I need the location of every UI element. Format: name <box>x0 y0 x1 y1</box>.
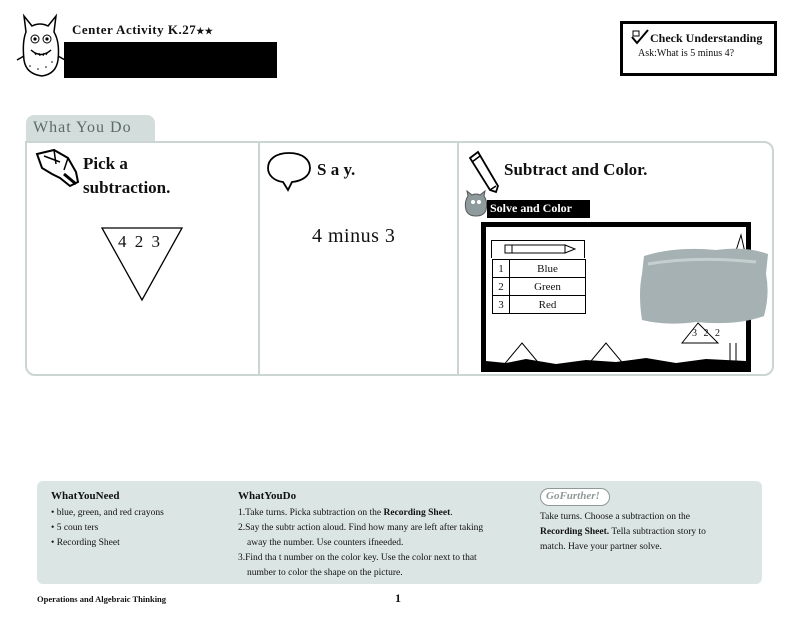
solve-and-color-bar: Solve and Color <box>487 200 590 218</box>
gray-smudge <box>636 244 770 328</box>
go-further-badge: GoFurther! <box>540 488 610 506</box>
color-key-row: 1 Blue <box>493 260 586 278</box>
color-key-row: 3 Red <box>493 296 586 314</box>
list-item: • blue, green, and red crayons <box>51 508 164 518</box>
list-item: 1.Take turns. Picka subtraction on the Recording Sheet. <box>238 508 453 518</box>
pointing-hand-icon <box>34 148 80 188</box>
color-key-row: 2 Green <box>493 278 586 296</box>
speech-bubble-icon <box>266 150 312 192</box>
list-item: 3.Find tha t number on the color key. Use the color next to that <box>238 553 477 563</box>
small-monster-icon <box>463 190 489 218</box>
pencil-icon <box>466 150 500 194</box>
list-item: 2.Say the subtr action aloud. Find how many are left after taking <box>238 523 484 533</box>
step-pick-title: Pick a subtraction. <box>83 154 171 197</box>
list-item: number to color the shape on the picture. <box>247 568 403 578</box>
list-item: • 5 coun ters <box>51 523 99 533</box>
panel-divider <box>258 143 260 374</box>
checkmark-pencil-icon <box>630 28 650 46</box>
step-say-title: S a y. <box>317 160 356 179</box>
what-you-do-list <box>238 506 528 581</box>
what-you-do-heading: WhatYouDo <box>238 490 297 502</box>
activity-title: Center Activity K.27★★ <box>72 22 214 37</box>
triangle-numbers: 4 2 3 <box>118 232 162 251</box>
what-you-need-list <box>51 506 164 551</box>
color-key-table <box>492 259 586 314</box>
list-item: away the number. Use counters ifneeded. <box>247 538 404 548</box>
what-you-do-tab: What You Do <box>26 115 155 141</box>
say-equation: 4 minus 3 <box>312 225 396 247</box>
step-subtract-title: Subtract and Color. <box>504 160 648 179</box>
go-further-text: Take turns. Choose a subtraction on the Recording Sheet. Tella subtraction story to match. Have your partner solve. <box>540 512 706 552</box>
color-key-header <box>491 240 585 258</box>
footer-domain: Operations and Algebraic Thinking <box>37 594 167 604</box>
panel-divider <box>457 143 459 374</box>
page-number: 1 <box>395 591 401 605</box>
monster-mascot-icon <box>16 12 68 80</box>
what-you-need-heading: WhatYouNeed <box>51 490 120 502</box>
title-bar <box>64 42 277 78</box>
check-understanding-title: Check Understanding <box>650 31 763 45</box>
check-understanding-question: Ask:What is 5 minus 4? <box>638 48 735 59</box>
list-item: • Recording Sheet <box>51 538 120 548</box>
picture-numbers: 3 2 2 <box>692 328 722 339</box>
